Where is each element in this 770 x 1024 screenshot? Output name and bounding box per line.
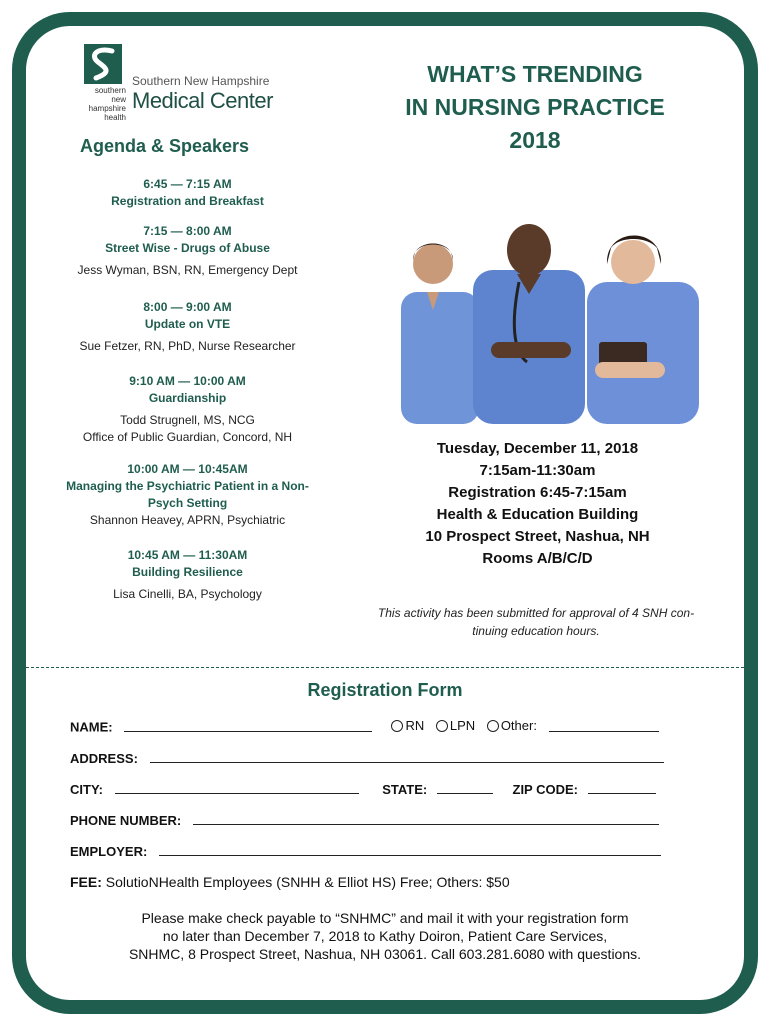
agenda-session: 9:10 AM — 10:00 AM Guardianship Todd Strugnell, MS, NCG Office of Public Guardian, Concord, NH: [82, 374, 293, 444]
logo-line2: Medical Center: [132, 88, 273, 113]
employer-row: [70, 843, 661, 859]
other-radio[interactable]: [487, 720, 499, 732]
state-label: STATE:: [382, 782, 428, 797]
logo-s-icon: [84, 44, 122, 84]
fee-label: FEE:: [70, 874, 102, 890]
other-option[interactable]: Other:: [487, 718, 537, 733]
event-building: Health & Education Building: [436, 506, 639, 523]
rn-option[interactable]: RN: [391, 718, 424, 733]
phone-field[interactable]: [193, 812, 659, 825]
page-title: WHAT’S TRENDING IN NURSING PRACTICE 2018: [405, 61, 665, 153]
event-details: [380, 438, 695, 570]
nurse-middle-figure: [473, 224, 585, 424]
agenda-list: [45, 176, 330, 616]
zip-field[interactable]: [588, 781, 656, 794]
approval-note: This activity has been submitted for approval of 4 SNH con- tinuing education hours.: [377, 606, 695, 638]
phone-row: [70, 812, 659, 828]
logo-line1: Southern New Hampshire: [132, 74, 270, 88]
agenda-session: 10:00 AM — 10:45AM Managing the Psychiatric Patient in a Non- Psych Setting Shannon Heavey, APRN, Psychiatric: [66, 462, 309, 527]
name-row: [70, 718, 659, 735]
logo: [80, 44, 290, 122]
city-row: [70, 781, 656, 797]
nurse-right-figure: [587, 236, 699, 425]
city-field[interactable]: [115, 781, 359, 794]
phone-label: PHONE NUMBER:: [70, 813, 182, 828]
event-date: Tuesday, December 11, 2018: [436, 440, 639, 457]
nurses-photo: [401, 212, 699, 424]
lpn-option[interactable]: LPN: [436, 718, 475, 733]
event-time: 7:15am-11:30am: [479, 462, 596, 479]
logo-small-text: southern new hampshire health: [88, 86, 126, 122]
name-field[interactable]: [124, 719, 372, 732]
event-rooms: Rooms A/B/C/D: [482, 550, 593, 567]
employer-label: EMPLOYER:: [70, 844, 148, 859]
fee-text: SolutioNHealth Employees (SNHH & Elliot HS) Free; Others: $50: [105, 874, 510, 890]
event-registration: Registration 6:45-7:15am: [448, 484, 627, 501]
state-field[interactable]: [437, 781, 493, 794]
address-row: [70, 750, 664, 766]
rn-radio[interactable]: [391, 720, 403, 732]
zip-label: ZIP CODE:: [512, 782, 578, 797]
agenda-session: 8:00 — 9:00 AM Update on VTE Sue Fetzer, RN, PhD, Nurse Researcher: [79, 300, 296, 353]
city-label: CITY:: [70, 782, 103, 797]
agenda-session: 6:45 — 7:15 AM Registration and Breakfast: [111, 177, 264, 208]
address-field[interactable]: [150, 750, 664, 763]
agenda-session: 10:45 AM — 11:30AM Building Resilience Lisa Cinelli, BA, Psychology: [113, 548, 262, 601]
other-field[interactable]: [549, 719, 659, 732]
registration-form-title: Registration Form: [307, 680, 463, 700]
address-label: ADDRESS:: [70, 751, 138, 766]
name-label: NAME:: [70, 719, 113, 735]
mailing-instructions: Please make check payable to “SNHMC” and mail it with your registration form no later than December 7, 2018 to Kathy Doiron, Patient Care Services, SNHMC, 8 Prospect Street, Nashua, NH 03061. Call 603.281.6080 with questions.: [128, 910, 642, 962]
agenda-session: 7:15 — 8:00 AM Street Wise - Drugs of Abuse Jess Wyman, BSN, RN, Emergency Dept: [77, 224, 298, 277]
agenda-heading: Agenda & Speakers: [80, 136, 250, 156]
event-address: 10 Prospect Street, Nashua, NH: [425, 528, 650, 545]
lpn-radio[interactable]: [436, 720, 448, 732]
fee-line: [70, 874, 510, 890]
cut-line: [26, 667, 744, 668]
nurse-left-figure: [401, 244, 479, 425]
employer-field[interactable]: [159, 843, 661, 856]
